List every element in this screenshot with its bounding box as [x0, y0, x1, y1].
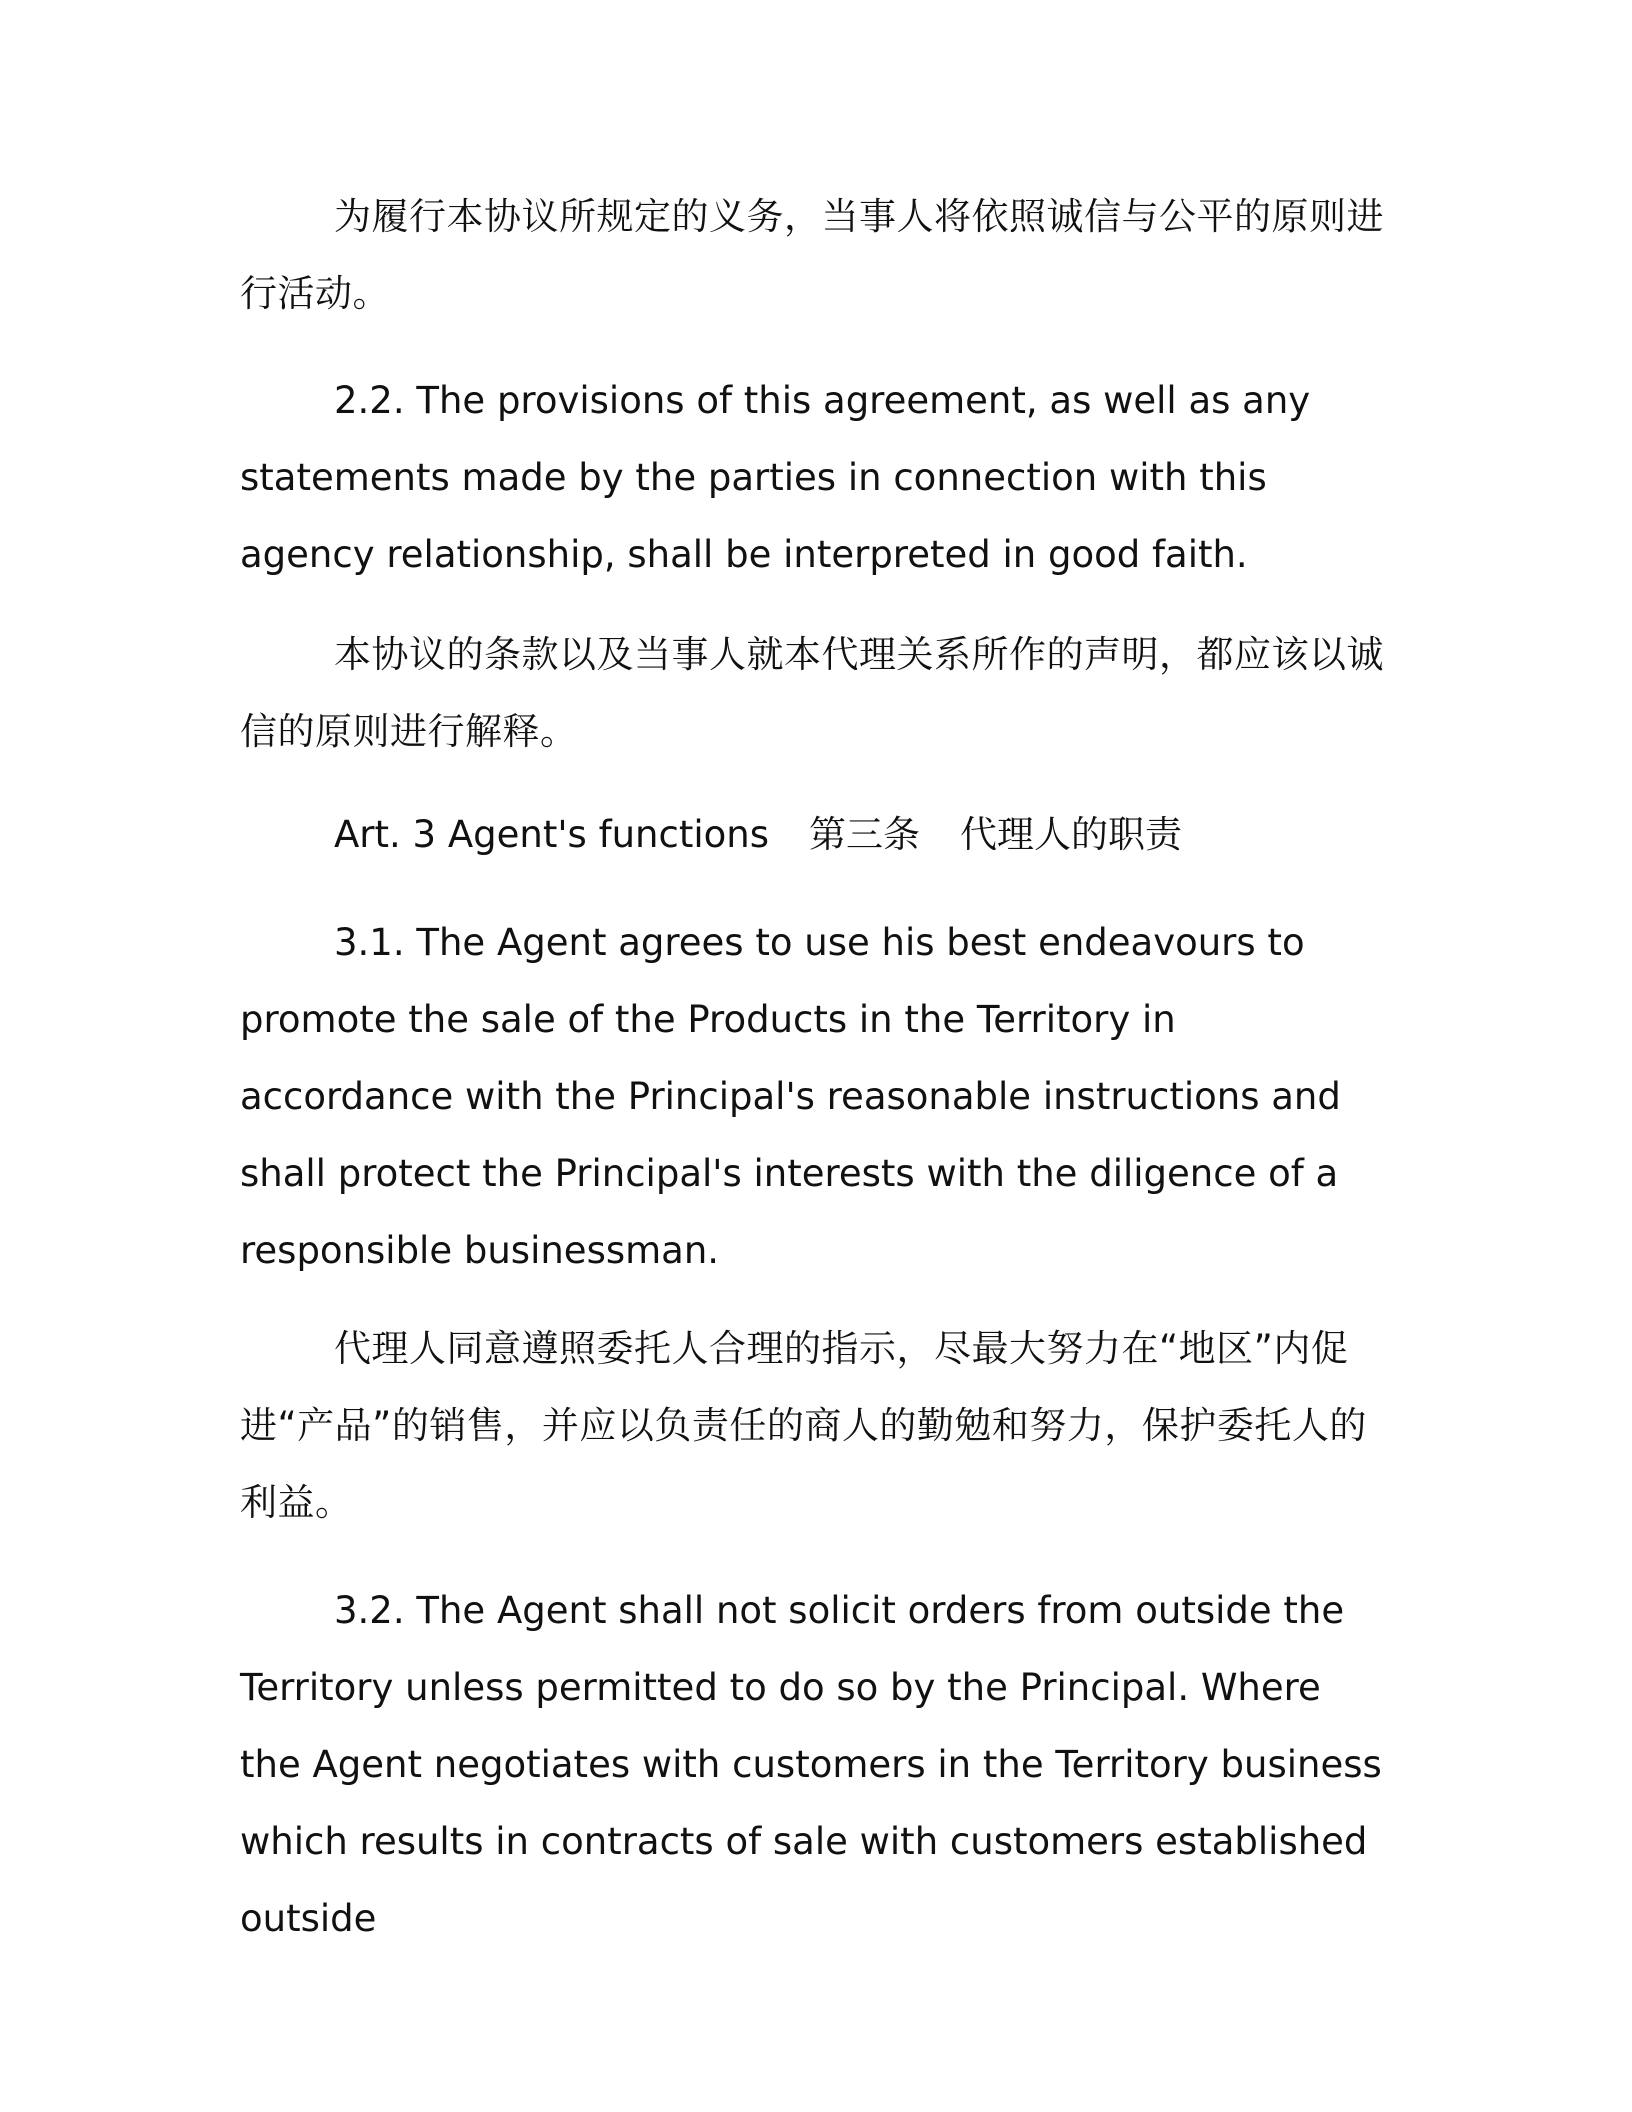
- article-3-heading-chinese-number: 第三条: [809, 813, 921, 856]
- paragraph-2-2-chinese: 本协议的条款以及当事人就本代理关系所作的声明，都应该以诚信的原则进行解释。: [240, 633, 1384, 753]
- paragraph-3-1-chinese: 代理人同意遵照委托人合理的指示，尽最大努力在“地区”内促进“产品”的销售，并应以负责任的商人的勤勉和努力，保护委托人的利益。: [240, 1327, 1367, 1524]
- paragraph-2-2-english: 2.2. The provisions of this agreement, as well as any statements made by the parties in connection with this agency relationship, shall be interpreted in good faith.: [240, 379, 1311, 576]
- paragraph-3-1-english: 3.1. The Agent agrees to use his best endeavours to promote the sale of the Products in the Territory in accordance with the Principal's reasonable instructions and shall protect the Principal's interests with the diligence of a responsible businessman.: [240, 921, 1341, 1272]
- article-3-heading-english: Art. 3 Agent's functions: [334, 813, 770, 856]
- article-3-heading-chinese-title: 代理人的职责: [960, 813, 1183, 856]
- article-3-heading: [334, 796, 1182, 873]
- paragraph-2-1-chinese: 为履行本协议所规定的义务，当事人将依照诚信与公平的原则进行活动。: [240, 195, 1384, 315]
- paragraph-3-2-english: 3.2. The Agent shall not solicit orders from outside the Territory unless permitted to do so by the Principal. Where the Agent negotiates with customers in the Territory business which results in contracts of sale with customers established outside: [240, 1589, 1382, 1940]
